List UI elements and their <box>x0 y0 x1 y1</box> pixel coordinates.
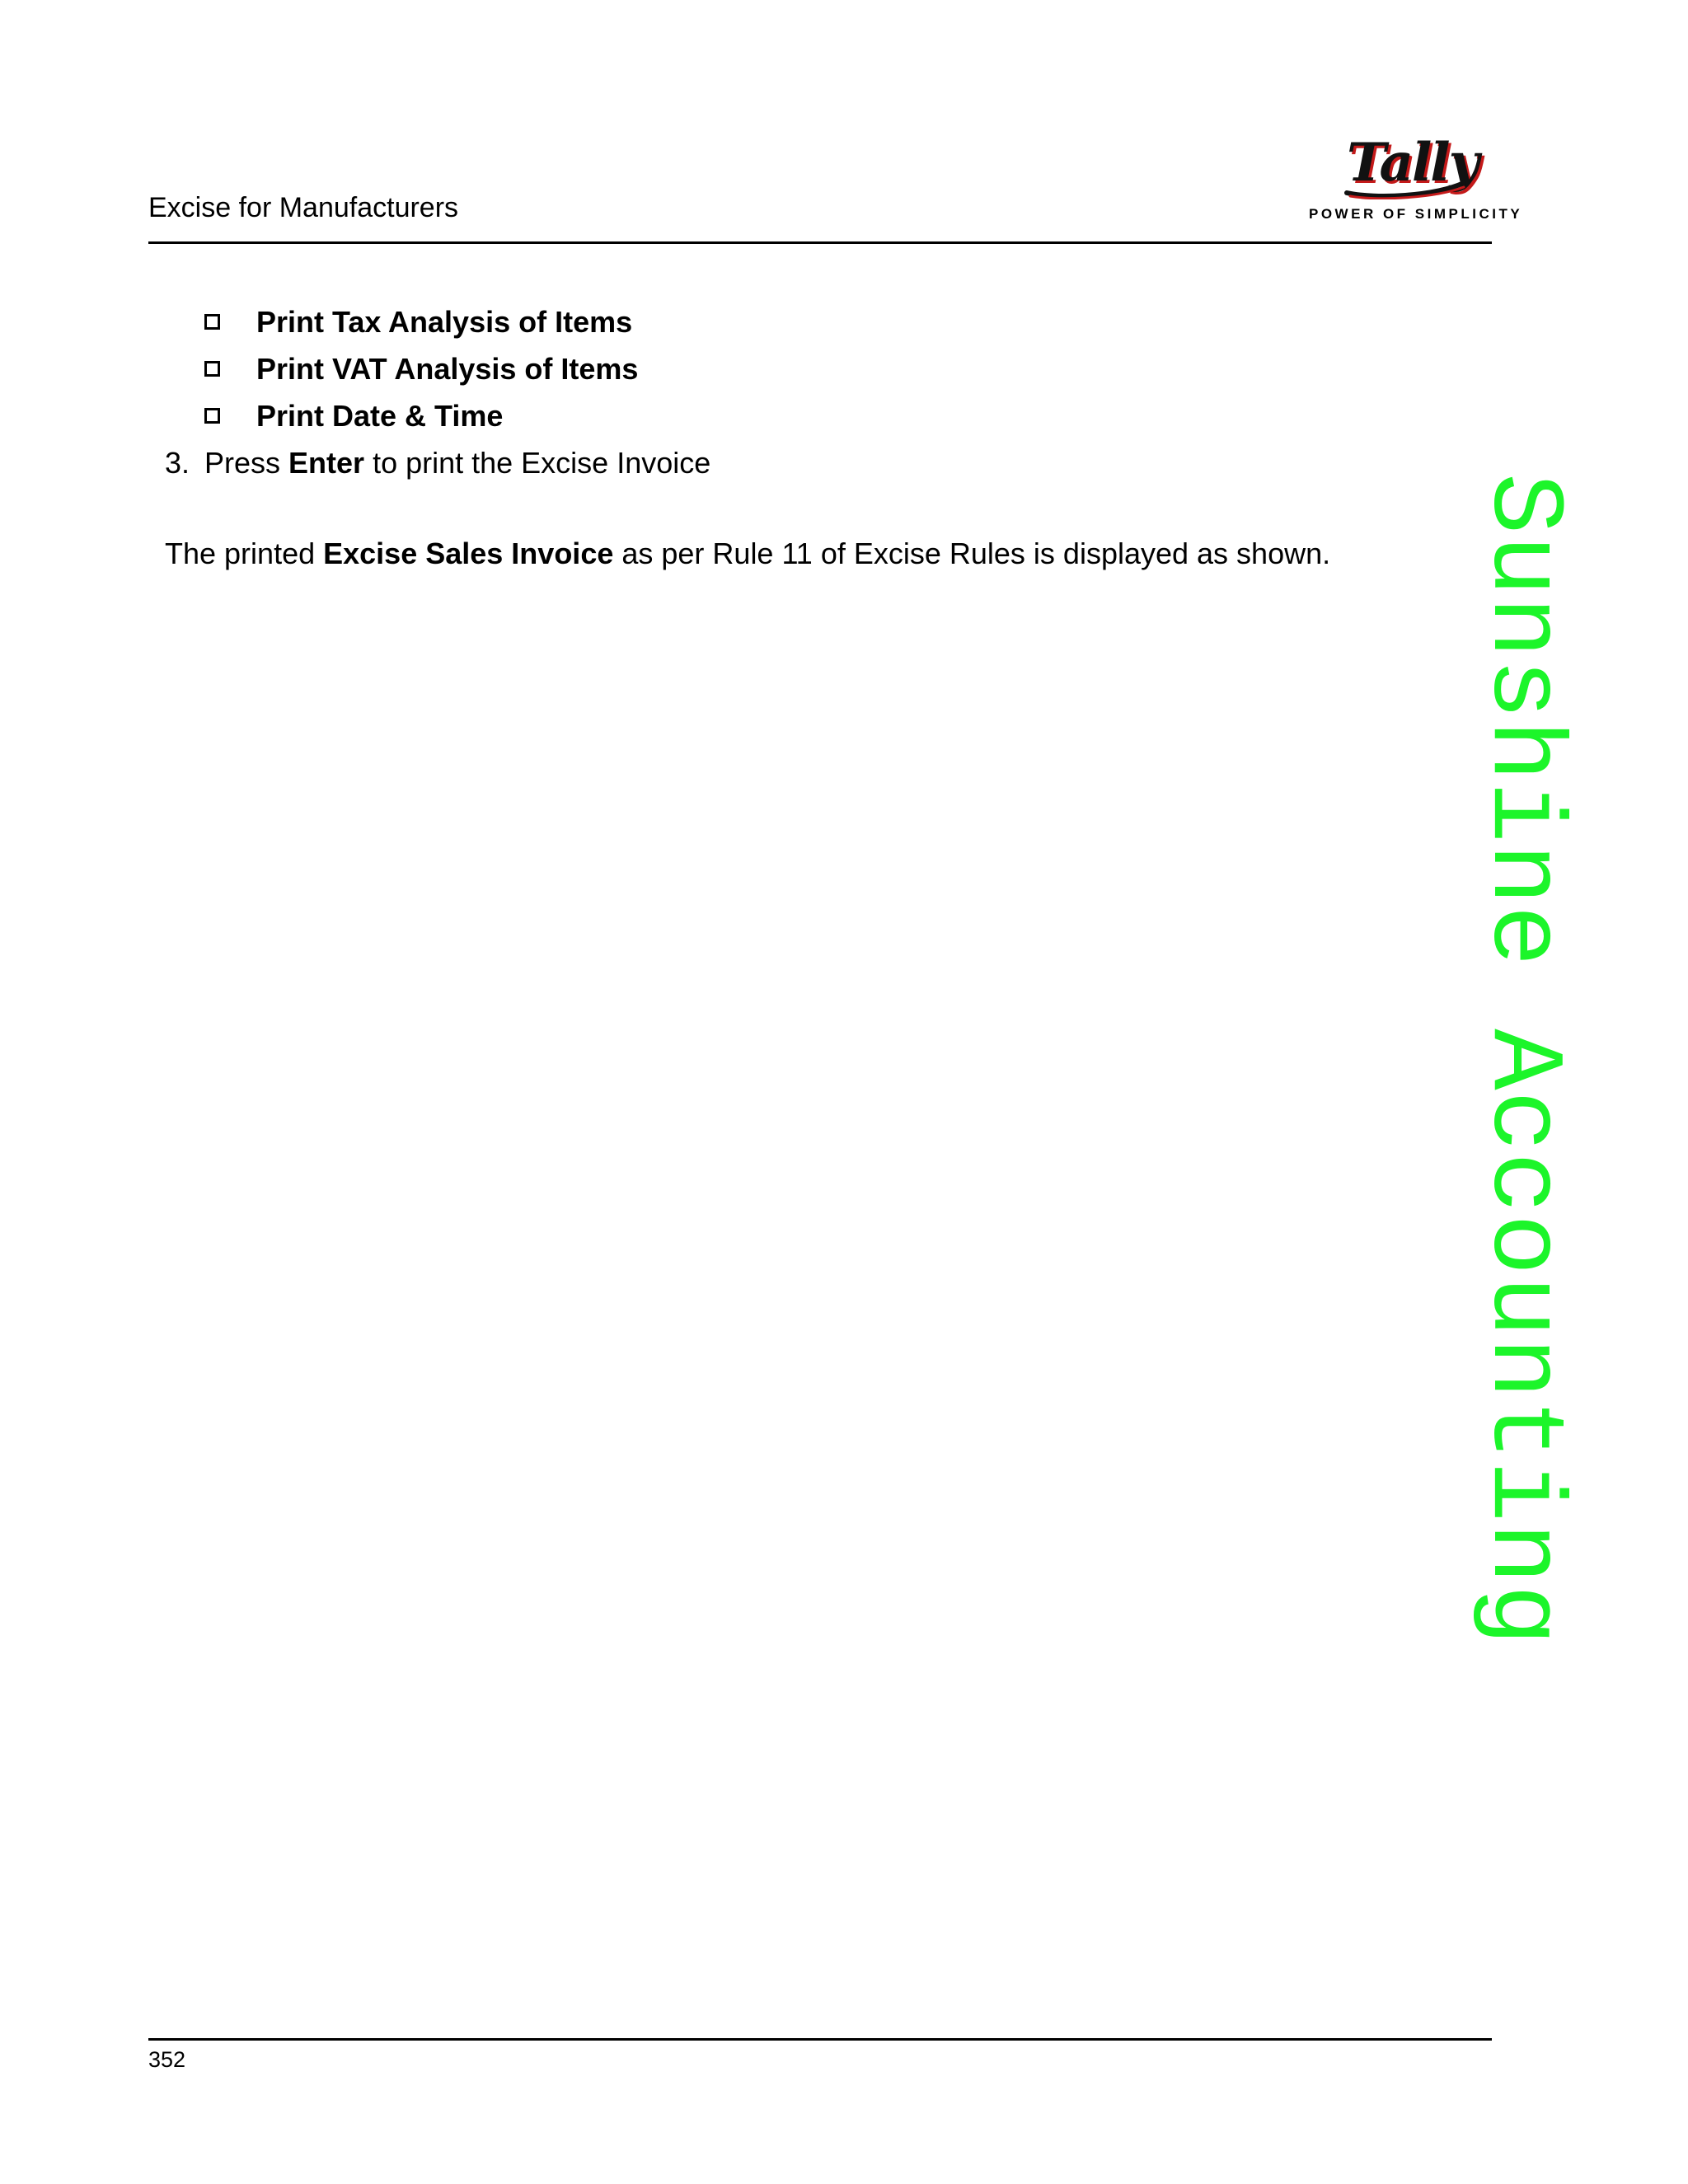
tally-logo-swoosh-icon <box>1343 178 1467 199</box>
watermark: Sunshine Accounting <box>1464 473 1579 1647</box>
paragraph-bold-term: Excise Sales Invoice <box>323 537 614 570</box>
step-text-after: to print the Excise Invoice <box>364 446 711 480</box>
square-bullet-icon <box>204 361 220 377</box>
header-rule <box>148 241 1492 244</box>
page-number: 352 <box>148 2047 186 2072</box>
square-bullet-icon <box>204 408 220 424</box>
bullet-text: Print Date & Time <box>256 398 504 433</box>
bullet-text: Print VAT Analysis of Items <box>256 351 639 386</box>
step-3 <box>165 442 710 485</box>
footer-rule <box>148 2038 1492 2041</box>
bullet-item <box>204 345 638 392</box>
tally-logo-wordmark: Tally <box>1347 132 1478 194</box>
step-number: 3. <box>165 446 190 480</box>
bullet-text: Print Tax Analysis of Items <box>256 304 633 339</box>
tally-logo-tagline: POWER OF SIMPLICITY <box>1309 206 1523 222</box>
bullet-item <box>204 392 638 439</box>
square-bullet-icon <box>204 314 220 330</box>
step-text-before: Press <box>204 446 289 480</box>
paragraph-text-after: as per Rule 11 of Excise Rules is displayed as shown. <box>613 537 1331 570</box>
page-header-title: Excise for Manufacturers <box>148 192 459 223</box>
body-paragraph <box>165 532 1330 575</box>
step-key-enter: Enter <box>288 446 365 480</box>
bullet-item <box>204 298 638 345</box>
paragraph-text-before: The printed <box>165 537 324 570</box>
tally-logo <box>1302 130 1523 229</box>
bullet-list <box>204 298 638 439</box>
